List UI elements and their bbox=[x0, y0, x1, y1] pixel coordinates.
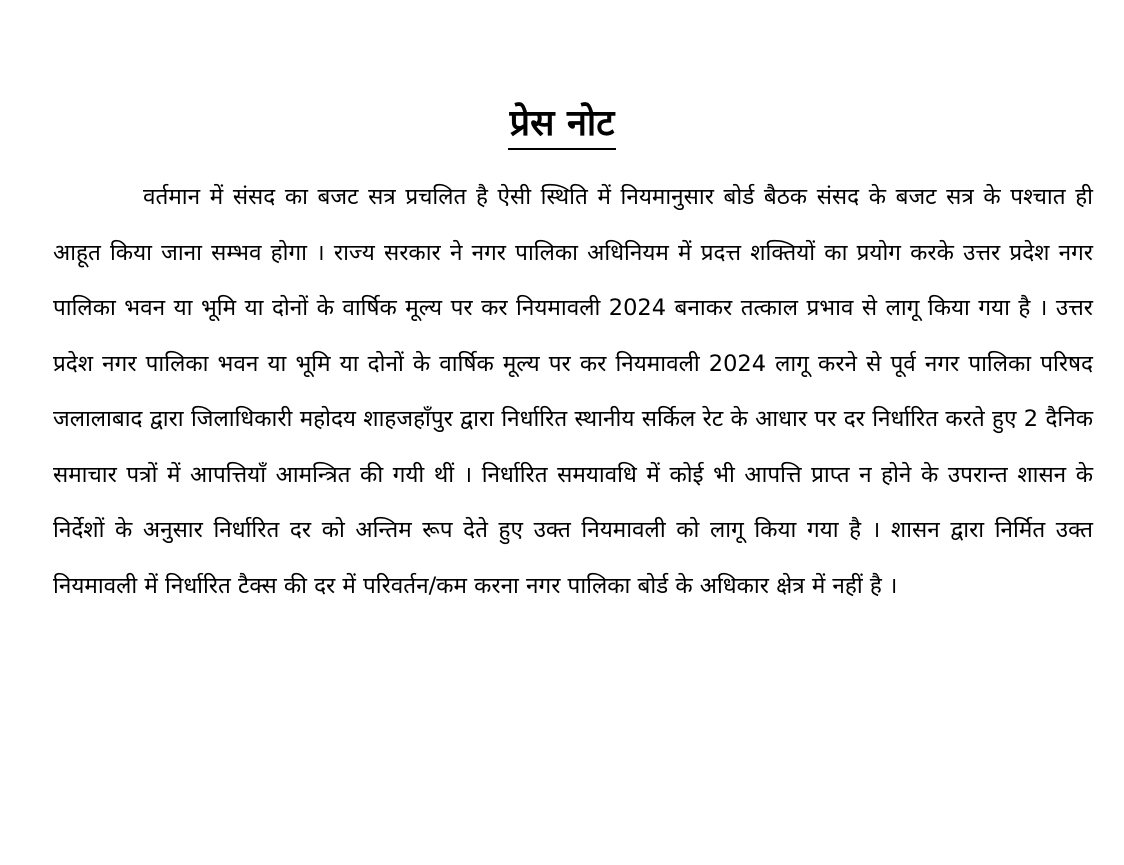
body-paragraph: वर्तमान में संसद का बजट सत्र प्रचलित है ऐसी स्थिति में नियमानुसार बोर्ड बैठक संसद के बजट सत्र के पश्चात ही आहूत किया जाना सम्भव होगा । राज्य सरकार ने नगर पालिका अधिनियम में प्रदत्त शक्तियों का प्रयोग करके उत्तर प्रदेश नगर पालिका भवन या भूमि या दोनों के वार्षिक मूल्य पर कर नियमावली 2024 बनाकर तत्काल प्रभाव से लागू किया गया है । उत्तर प्रदेश नगर पालिका भवन या भूमि या दोनों के वार्षिक मूल्य पर कर नियमावली 2024 लागू करने से पूर्व नगर पालिका परिषद जलालाबाद द्वारा जिलाधिकारी महोदय शाहजहाँपुर द्वारा निर्धारित स्थानीय सर्किल रेट के आधार पर दर निर्धारित करते हुए 2 दैनिक समाचार पत्रों में आपत्तियाँ आमन्त्रित की गयी थीं । निर्धारित समयावधि में कोई भी आपत्ति प्राप्त न होने के उपरान्त शासन के निर्देशों के अनुसार निर्धारित दर को अन्तिम रूप देते हुए उक्त नियमावली को लागू किया गया है । शासन द्वारा निर्मित उक्त नियमावली में निर्धारित टैक्स की दर में परिवर्तन/कम करना नगर पालिका बोर्ड के अधिकार क्षेत्र में नहीं है । bbox=[53, 184, 1093, 599]
page-title-text: प्रेस नोट bbox=[508, 100, 617, 150]
page-title bbox=[0, 96, 1124, 152]
